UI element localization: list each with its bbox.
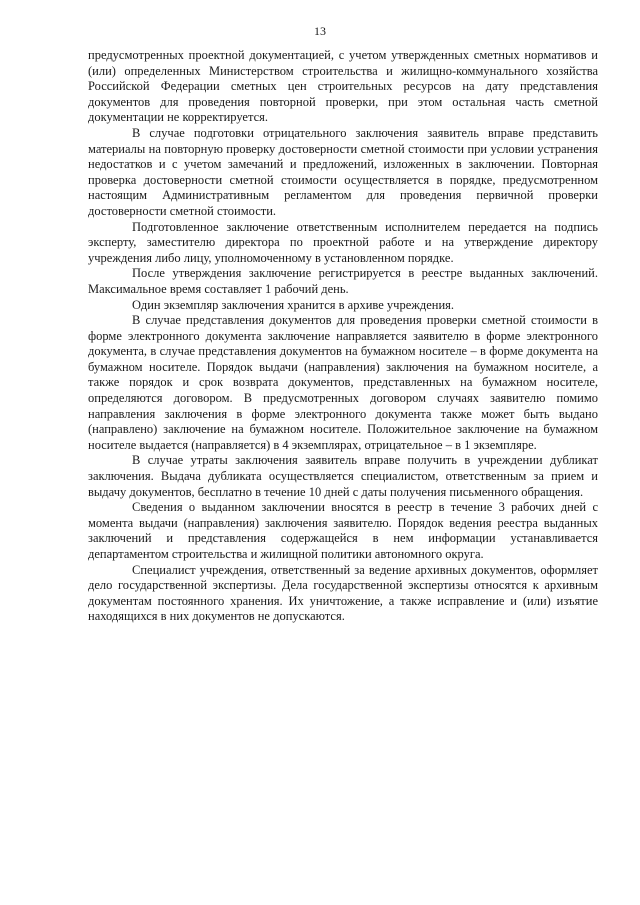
document-body [88,48,598,625]
page-number: 13 [314,24,326,38]
paragraph: В случае утраты заключения заявитель вправе получить в учреждении дубликат заключения. Выдача дубликата осуществляется специалистом, ответственным за прием и выдачу документов, бесплатно в течение 10 дней с даты получения письменного обращения. [88,453,598,499]
paragraph: Подготовленное заключение ответственным исполнителем передается на подпись эксперту, заместителю директора по проектной работе и на утверждение директору учреждения либо лицу, уполномоченному в установленном порядке. [88,219,598,265]
paragraph: В случае представления документов для проведения проверки сметной стоимости в форме электронного документа заключение направляется заявителю в форме электронного документа, в случае представления документов на бумажном носителе – в форме документа на бумажном носителе. Порядок выдачи (направления) заключения на бумажном носителе, а также порядок и срок возврата документов, представленных на бумажном носителе, определяются договором. В предусмотренных договором случаях заявителю помимо направления заключения в форме электронного документа также может быть выдано (направлено) заключение на бумажном носителе. Положительное заключение на бумажном носителе выдается (направляется) в 4 экземплярах, отрицательное – в 1 экземпляре. [88,313,598,452]
paragraph: предусмотренных проектной документацией, с учетом утвержденных сметных нормативов и (или) определенных Министерством строительства и жилищно-коммунального хозяйства Российской Федерации сметных цен строительных ресурсов на дату представления документов для проведения повторной проверки, при этом остальная часть сметной документации не корректируется. [88,48,598,125]
paragraph: Сведения о выданном заключении вносятся в реестр в течение 3 рабочих дней с момента выдачи (направления) заключения заявителю. Порядок ведения реестра выданных заключений и представления содержащейся в нем информации устанавливается департаментом строительства и жилищной политики автономного округа. [88,500,598,561]
paragraph: В случае подготовки отрицательного заключения заявитель вправе представить материалы на повторную проверку достоверности сметной стоимости при условии устранения недостатков и с учетом замечаний и предложений, изложенных в заключении. Повторная проверка достоверности сметной стоимости осуществляется в порядке, предусмотренном настоящим Административным регламентом для проведения первичной проверки достоверности сметной стоимости. [88,125,598,218]
paragraph: Специалист учреждения, ответственный за ведение архивных документов, оформляет дело государственной экспертизы. Дела государственной экспертизы относятся к архивным документам постоянного хранения. Их уничтожение, а также исправление и (или) изъятие находящихся в них документов не допускаются. [88,562,598,624]
paragraph: Один экземпляр заключения хранится в архиве учреждения. [132,297,455,312]
paragraph: После утверждения заключение регистрируется в реестре выданных заключений. Максимальное время составляет 1 рабочий день. [88,266,598,296]
